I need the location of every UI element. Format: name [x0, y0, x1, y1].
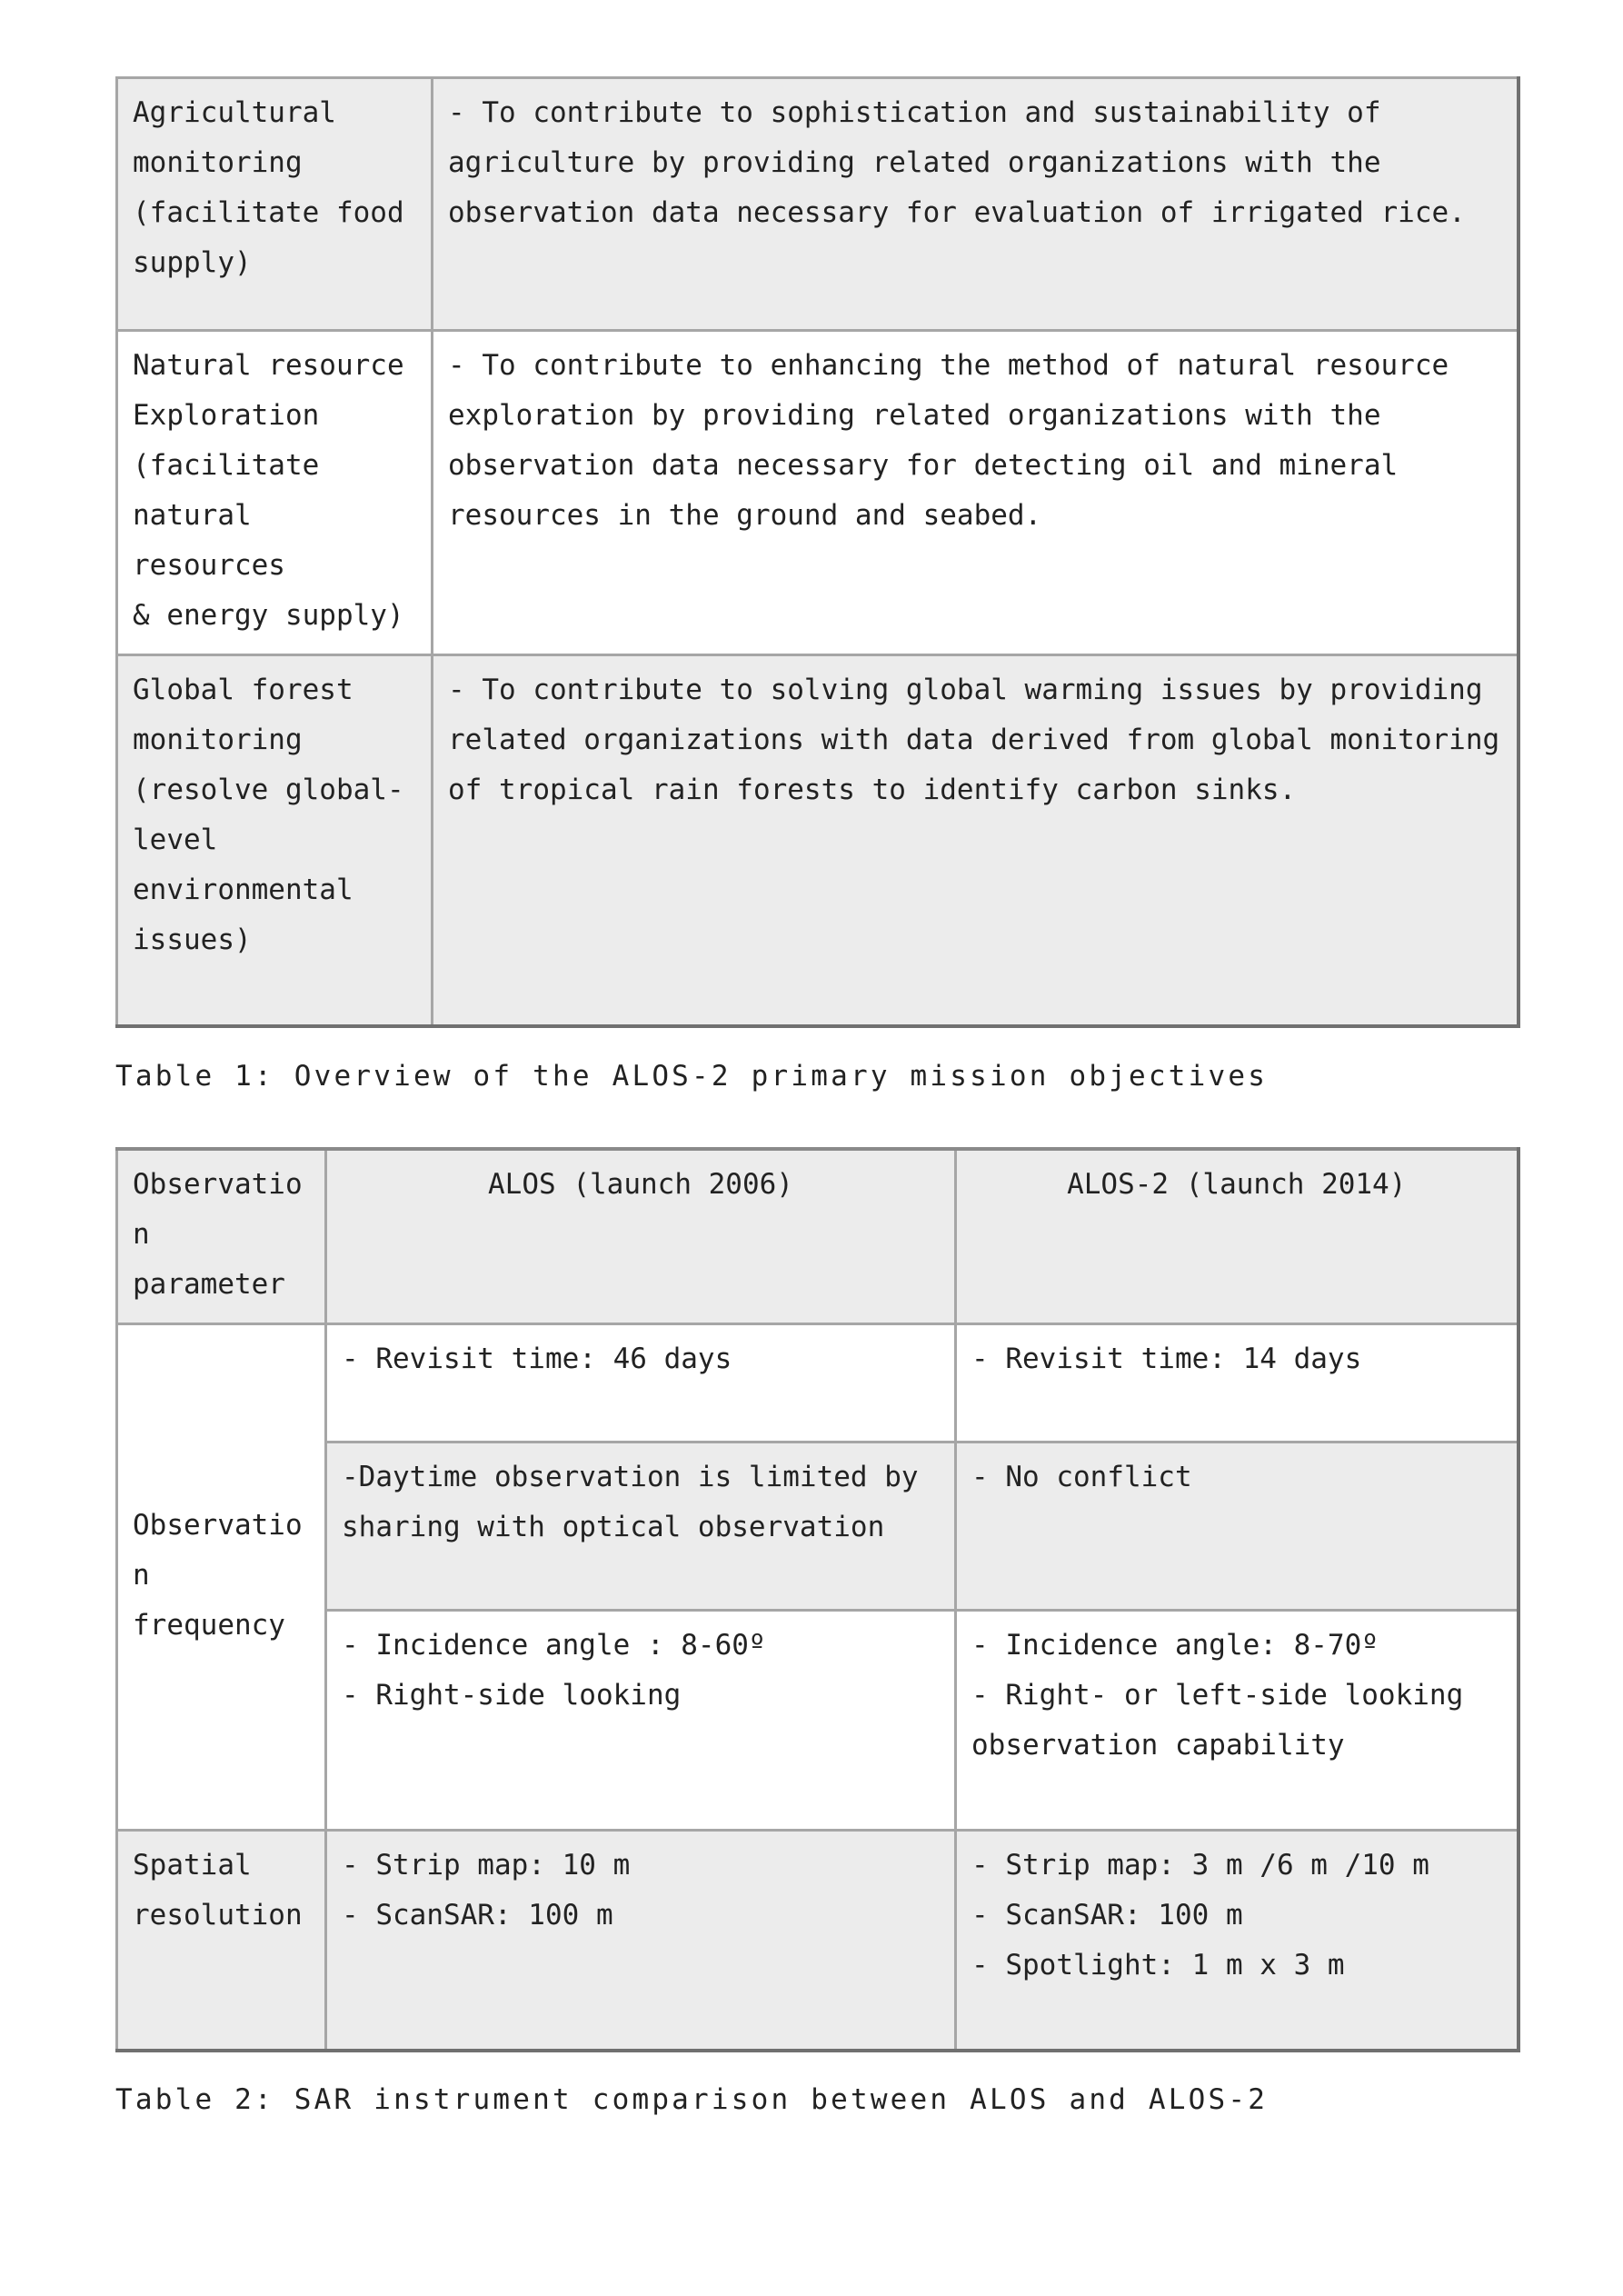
- header-alos: ALOS (launch 2006): [326, 1149, 956, 1324]
- cell-alos2: - No conflict: [956, 1442, 1518, 1611]
- table-row: [117, 1324, 1518, 1442]
- cell-alos: - Revisit time: 46 days: [326, 1324, 956, 1442]
- table-row: [117, 78, 1518, 331]
- objective-label: Global forest monitoring (resolve global- level environmental issues): [117, 655, 433, 1026]
- table-2-caption: Table 2: SAR instrument comparison between ALOS and ALOS-2: [115, 2083, 1269, 2116]
- objective-description: - To contribute to sophistication and sustainability of agriculture by providing related organizations with the observation data necessary for evaluation of irrigated rice.: [433, 78, 1518, 331]
- cell-alos2: - Revisit time: 14 days: [956, 1324, 1518, 1442]
- cell-alos: - Incidence angle : 8-60º - Right-side looking: [326, 1611, 956, 1831]
- objective-label: Agricultural monitoring (facilitate food supply): [117, 78, 433, 331]
- objective-description: - To contribute to solving global warming issues by providing related organizations with data derived from global monitoring of tropical rain forests to identify carbon sinks.: [433, 655, 1518, 1026]
- table-row: [117, 655, 1518, 1026]
- objective-label: Natural resource Exploration (facilitate natural resources & energy supply): [117, 331, 433, 655]
- mission-objectives-table: [115, 76, 1520, 1028]
- resolution-label: Spatial resolution: [117, 1831, 326, 2051]
- sar-comparison-table: [115, 1147, 1520, 2052]
- frequency-label: Observation frequency: [117, 1324, 326, 1831]
- cell-alos: -Daytime observation is limited by sharing with optical observation: [326, 1442, 956, 1611]
- cell-alos2: - Strip map: 3 m /6 m /10 m - ScanSAR: 100 m - Spotlight: 1 m x 3 m: [956, 1831, 1518, 2051]
- table-1-caption: Table 1: Overview of the ALOS-2 primary mission objectives: [115, 1060, 1269, 1093]
- table-row: [117, 1611, 1518, 1831]
- table-row: [117, 1442, 1518, 1611]
- cell-alos2: - Incidence angle: 8-70º - Right- or left-side looking observation capability: [956, 1611, 1518, 1831]
- table-row: [117, 1831, 1518, 2051]
- table-row: [117, 331, 1518, 655]
- header-alos2: ALOS-2 (launch 2014): [956, 1149, 1518, 1324]
- cell-alos: - Strip map: 10 m - ScanSAR: 100 m: [326, 1831, 956, 2051]
- header-row: [117, 1149, 1518, 1324]
- header-parameter: Observation parameter: [117, 1149, 326, 1324]
- objective-description: - To contribute to enhancing the method of natural resource exploration by providing related organizations with the observation data necessary for detecting oil and mineral resources in the ground and seabed.: [433, 331, 1518, 655]
